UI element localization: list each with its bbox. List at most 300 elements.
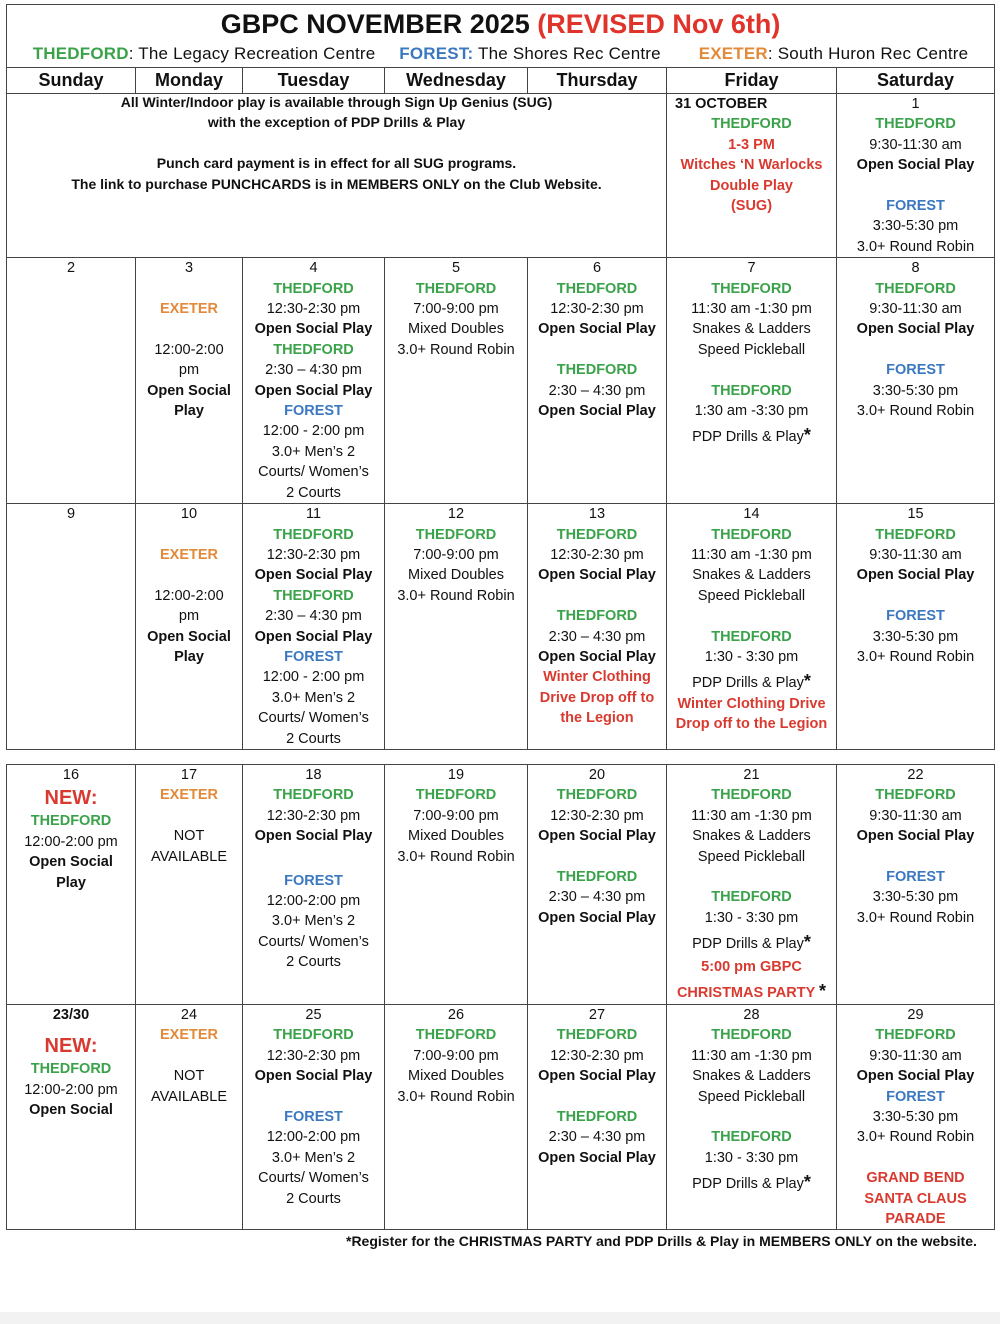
day-cell-8 (837, 258, 995, 504)
date-number: 17 (180, 767, 198, 783)
spacer (837, 586, 994, 606)
day-cell-13 (528, 504, 667, 750)
date-number: 4 (309, 260, 318, 277)
day-cell-1 (837, 94, 995, 258)
event-label: Open Social Play (538, 828, 656, 845)
spacer (837, 340, 994, 360)
location-label: THEDFORD (711, 382, 792, 399)
location-label: THEDFORD (556, 526, 638, 543)
date-number: 7 (747, 260, 756, 277)
time-label: 12:00-2:00 pm (266, 1129, 361, 1146)
title-revised: (REVISED Nov 6th) (537, 9, 781, 39)
spacer (667, 360, 836, 380)
location-label: FOREST (886, 869, 945, 886)
event-label (667, 671, 836, 693)
loc-thedford-desc: : The Legacy Recreation Centre (128, 44, 376, 63)
time-label: 11:30 am -1:30 pm (691, 301, 812, 318)
location-label: THEDFORD (273, 787, 354, 804)
location-label: THEDFORD (415, 787, 497, 804)
event-label: Speed Pickleball (697, 848, 806, 865)
asterisk: * (819, 981, 827, 1002)
calendar-top (6, 4, 995, 750)
calendar-bottom (6, 764, 995, 1230)
event-label: Mixed Doubles (408, 321, 504, 338)
spacer (136, 806, 242, 826)
spacer (837, 1148, 994, 1168)
event-label: Courts/ Women’s (258, 1170, 369, 1187)
event-label: 3.0+ Round Robin (397, 341, 515, 358)
status-label: NOT (173, 828, 205, 845)
spacer (136, 565, 242, 585)
spacer (528, 847, 666, 867)
spacer (136, 525, 242, 545)
location-label: THEDFORD (273, 280, 354, 297)
time-label: 12:30-2:30 pm (550, 301, 644, 318)
asterisk: * (803, 671, 811, 692)
location-label: FOREST (886, 362, 945, 379)
day-header: Sunday (7, 68, 136, 94)
day-cell-21 (667, 765, 837, 1005)
event-label: Winter Clothing Drive (677, 695, 826, 712)
time-label: 11:30 am -1:30 pm (691, 546, 812, 563)
time-label: 12:30-2:30 pm (550, 807, 644, 824)
event-label: Courts/ Women’s (258, 710, 369, 727)
spacer (528, 586, 666, 606)
day-cell-15 (837, 504, 995, 750)
event-label: Mixed Doubles (408, 567, 504, 584)
event-label: (SUG) (730, 198, 773, 215)
day-cell-25 (243, 1005, 385, 1230)
event-label: 3.0+ Round Robin (856, 238, 975, 255)
status-label: NOT (173, 1068, 205, 1085)
location-label: FOREST (886, 198, 945, 215)
location-label: EXETER (159, 787, 218, 804)
location-label: THEDFORD (711, 280, 792, 297)
event-label: Double Play (710, 177, 793, 194)
time-label: 12:00 - 2:00 pm (262, 669, 365, 686)
location-label: THEDFORD (711, 787, 792, 804)
location-label: THEDFORD (875, 1027, 956, 1044)
location-label: THEDFORD (875, 116, 956, 133)
day-cell-14 (667, 504, 837, 750)
event-label: Open Social Play (538, 567, 656, 584)
event-label: Drop off to the Legion (675, 716, 828, 733)
location-label: EXETER (159, 1027, 218, 1044)
day-cell-4 (243, 258, 385, 504)
notice-line: All Winter/Indoor play is available through Sign Up Genius (SUG) (120, 94, 553, 110)
spacer (136, 319, 242, 339)
event-label: 5:00 pm GBPC (701, 958, 802, 975)
event-label: Open Social Play (538, 1149, 656, 1166)
date-number: 1 (911, 96, 920, 112)
time-label: 12:00-2:00 (154, 341, 224, 358)
day-cell-2 (7, 258, 136, 504)
event-label: Courts/ Women’s (258, 933, 369, 950)
status-label: AVAILABLE (150, 1088, 228, 1105)
event-label: Snakes & Ladders (692, 828, 811, 845)
location-label: THEDFORD (30, 813, 112, 830)
event-label: Snakes & Ladders (692, 321, 811, 338)
day-header: Wednesday (385, 68, 528, 94)
location-label: FOREST (284, 648, 343, 665)
time-label: 1:30 - 3:30 pm (704, 1149, 799, 1166)
page-title (7, 5, 994, 43)
day-cell-11 (243, 504, 385, 750)
event-label: Winter Clothing (543, 669, 651, 686)
location-label: THEDFORD (711, 1027, 792, 1044)
location-label: THEDFORD (711, 526, 792, 543)
location-label: THEDFORD (556, 1109, 638, 1126)
location-label: EXETER (159, 546, 218, 563)
day-header: Friday (667, 68, 837, 94)
day-cell-20 (528, 765, 667, 1005)
time-label: pm (178, 608, 200, 625)
event-label: Speed Pickleball (697, 587, 806, 604)
time-label: 9:30-11:30 am (869, 1047, 962, 1064)
date-number: 14 (743, 506, 760, 523)
event-label: Open Social Play (538, 321, 656, 338)
location-label: THEDFORD (415, 280, 497, 297)
date-number: 22 (907, 767, 924, 783)
time-label: 1:30 - 3:30 pm (704, 648, 799, 665)
spacer (837, 847, 994, 867)
day-cell-17 (136, 765, 243, 1005)
event-label: SANTA CLAUS (864, 1190, 967, 1207)
event-label: Speed Pickleball (697, 1088, 806, 1105)
event-label: 3.0+ Men’s 2 (271, 689, 356, 706)
event-label: Drive Drop off to (539, 689, 655, 706)
day-cell-10 (136, 504, 243, 750)
party-label: CHRISTMAS PARTY (676, 985, 815, 1002)
date-number: 18 (305, 767, 322, 783)
location-label: FOREST (284, 1109, 343, 1126)
week-row-1 (7, 94, 995, 258)
event-label: Open Social Play (538, 648, 656, 665)
event-label (667, 932, 836, 954)
time-label: 3:30-5:30 pm (872, 1109, 959, 1126)
time-label: 1:30 - 3:30 pm (704, 909, 799, 926)
spacer (243, 847, 384, 871)
notice-line: The link to purchase PUNCHCARDS is in MEMBERS ONLY on the Club Website. (71, 175, 602, 192)
day-header: Saturday (837, 68, 995, 94)
date-number: 27 (588, 1007, 606, 1023)
day-cell-23-30 (7, 1005, 136, 1230)
loc-exeter-desc: : South Huron Rec Centre (767, 44, 969, 63)
time-label: 7:00-9:00 pm (413, 546, 499, 563)
location-label: THEDFORD (273, 587, 354, 604)
event-label: Open Social Play (254, 321, 373, 338)
location-label: THEDFORD (711, 889, 792, 906)
event-label: 3.0+ Round Robin (397, 587, 515, 604)
time-label: 2:30 – 4:30 pm (548, 628, 646, 645)
time-label: 3:30-5:30 pm (872, 218, 959, 235)
time-label: 12:30-2:30 pm (550, 1047, 644, 1064)
time-label: 3:30-5:30 pm (872, 382, 959, 399)
asterisk: * (803, 932, 811, 953)
event-label: Open Social Play (538, 403, 656, 420)
time-label: pm (178, 362, 200, 379)
event-label: Open Social Play (254, 382, 373, 399)
day-cell-12 (385, 504, 528, 750)
time-label: 2:30 – 4:30 pm (548, 889, 646, 906)
footnote: *Register for the CHRISTMAS PARTY and PDP Drills & Play in MEMBERS ONLY on the website. (346, 1233, 977, 1249)
date-number: 20 (588, 767, 606, 783)
date-number: 3 (184, 260, 194, 277)
location-label: THEDFORD (273, 526, 354, 543)
time-label: 2:30 – 4:30 pm (265, 608, 362, 625)
day-cell-24 (136, 1005, 243, 1230)
time-label: 12:30-2:30 pm (550, 546, 644, 563)
location-label: THEDFORD (273, 341, 354, 358)
date-number: 12 (447, 506, 465, 523)
location-label: THEDFORD (711, 628, 792, 645)
time-label: 12:00-2:00 pm (24, 833, 118, 850)
title-main: GBPC NOVEMBER 2025 (220, 9, 530, 39)
event-label: Open Social (147, 382, 231, 399)
event-label: Open Social (29, 1102, 113, 1119)
bottom-strip (0, 1312, 1000, 1324)
day-header: Thursday (528, 68, 667, 94)
event-label: 3.0+ Round Robin (856, 648, 975, 665)
date-number: 10 (180, 506, 198, 523)
notice-line (7, 135, 666, 155)
event-label: Open Social Play (538, 1068, 656, 1085)
event-label: Open Social Play (254, 567, 373, 584)
time-label: 3:30-5:30 pm (872, 889, 959, 906)
location-label: THEDFORD (556, 1027, 638, 1044)
time-label: 11:30 am -1:30 pm (691, 1047, 812, 1064)
date-number: 29 (907, 1007, 924, 1023)
time-label: 9:30-11:30 am (869, 546, 962, 563)
time-label: 9:30-11:30 am (869, 136, 962, 153)
event-label: Open Social Play (538, 909, 656, 926)
location-label: THEDFORD (875, 787, 956, 804)
day-cell-7 (667, 258, 837, 504)
time-label: 9:30-11:30 am (869, 301, 962, 318)
event-label: Courts/ Women’s (258, 464, 369, 481)
day-cell-9 (7, 504, 136, 750)
location-label: THEDFORD (415, 1027, 497, 1044)
event-label: 3.0+ Round Robin (397, 848, 515, 865)
date-number: 25 (305, 1007, 322, 1023)
spacer (136, 279, 242, 299)
time-label: 12:30-2:30 pm (266, 301, 361, 318)
location-label: FOREST (886, 1088, 945, 1105)
time-label: 9:30-11:30 am (869, 807, 962, 824)
location-label: FOREST (284, 872, 343, 889)
date-number: 24 (180, 1007, 198, 1023)
date-number: 15 (907, 506, 924, 523)
day-cell-29 (837, 1005, 995, 1230)
event-label: Witches ‘N Warlocks (680, 157, 823, 174)
date-number: 11 (305, 506, 322, 523)
location-label: EXETER (159, 301, 218, 318)
day-cell-19 (385, 765, 528, 1005)
location-label: THEDFORD (273, 1027, 354, 1044)
spacer (667, 1107, 836, 1127)
date-number: 31 OCTOBER (675, 96, 768, 112)
pdp-label: PDP Drills & Play (692, 1176, 804, 1193)
day-cell-16 (7, 765, 136, 1005)
day-cell-18 (243, 765, 385, 1005)
spacer (837, 176, 994, 196)
pdp-label: PDP Drills & Play (692, 429, 804, 446)
date-number: 2 (66, 260, 76, 277)
time-label: 7:00-9:00 pm (413, 807, 499, 824)
day-header-row (7, 68, 995, 94)
location-label: THEDFORD (415, 526, 497, 543)
date-number: 6 (592, 260, 602, 277)
event-label: Open Social Play (856, 828, 975, 845)
week-row-2 (7, 258, 995, 504)
event-label: Snakes & Ladders (692, 1068, 811, 1085)
location-label: THEDFORD (711, 1129, 792, 1146)
event-label: Mixed Doubles (408, 828, 504, 845)
event-label: Open Social Play (856, 157, 975, 174)
event-label (667, 425, 836, 447)
day-header: Tuesday (243, 68, 385, 94)
event-label: 2 Courts (286, 730, 341, 747)
new-label: NEW: (44, 787, 98, 810)
date-number: 21 (743, 767, 760, 783)
notice-line: Punch card payment is in effect for all SUG programs. (156, 155, 517, 172)
asterisk: * (803, 1172, 811, 1193)
day-cell-5 (385, 258, 528, 504)
pdp-label: PDP Drills & Play (692, 675, 804, 692)
time-label: 12:30-2:30 pm (266, 1047, 361, 1064)
event-label (667, 1172, 836, 1194)
time-label: 7:00-9:00 pm (413, 301, 499, 318)
day-header: Monday (136, 68, 243, 94)
spacer (136, 1046, 242, 1066)
event-label: 3.0+ Round Robin (856, 403, 975, 420)
week-row-5 (7, 1005, 995, 1230)
location-label: THEDFORD (556, 280, 638, 297)
date-number: 5 (451, 260, 461, 277)
location-label: THEDFORD (875, 526, 956, 543)
new-label: NEW: (44, 1035, 98, 1058)
day-cell-22 (837, 765, 995, 1005)
date-number: 8 (911, 260, 920, 277)
event-label: Open Social Play (254, 628, 373, 645)
time-label: 2:30 – 4:30 pm (265, 362, 362, 379)
day-cell-3 (136, 258, 243, 504)
loc-forest-name: FOREST: (399, 44, 474, 63)
location-label: FOREST (886, 608, 945, 625)
location-label: FOREST (284, 403, 343, 420)
event-label: 2 Courts (286, 484, 341, 501)
location-label: THEDFORD (556, 608, 638, 625)
event-label: 3.0+ Round Robin (856, 1129, 975, 1146)
status-label: AVAILABLE (150, 848, 228, 865)
date-number: 26 (447, 1007, 465, 1023)
date-number: 16 (62, 767, 80, 783)
day-cell-oct31 (667, 94, 837, 258)
time-label: 12:00 - 2:00 pm (262, 423, 365, 440)
pdp-label: PDP Drills & Play (692, 936, 804, 953)
time-label: 12:00-2:00 (154, 587, 224, 604)
date-number: 9 (66, 506, 76, 523)
event-label: Open Social Play (254, 1068, 373, 1085)
notice-line: with the exception of PDP Drills & Play (207, 114, 466, 131)
title-block (7, 5, 995, 68)
time-label: 12:00-2:00 pm (24, 1081, 118, 1098)
event-label: Open Social (147, 628, 231, 645)
week-row-4 (7, 765, 995, 1005)
event-label: Open Social Play (856, 321, 975, 338)
locations-legend (7, 43, 994, 65)
event-label: Play (174, 648, 204, 665)
day-cell-28 (667, 1005, 837, 1230)
location-label: THEDFORD (556, 869, 638, 886)
spacer (243, 1087, 384, 1107)
event-label: 3.0+ Round Robin (856, 909, 975, 926)
date-number: 19 (447, 767, 465, 783)
event-label: Mixed Doubles (408, 1068, 504, 1085)
event-label: Speed Pickleball (697, 341, 806, 358)
time-label: 1-3 PM (728, 136, 775, 153)
event-label: Open Social Play (856, 567, 975, 584)
event-label: 3.0+ Men’s 2 (271, 913, 356, 930)
time-label: 12:30-2:30 pm (266, 807, 361, 824)
loc-exeter-name: EXETER (698, 44, 768, 63)
loc-forest-desc: The Shores Rec Centre (473, 44, 661, 63)
location-label: THEDFORD (711, 116, 792, 133)
time-label: 11:30 am -1:30 pm (691, 807, 812, 824)
spacer (528, 1087, 666, 1107)
event-label: 2 Courts (286, 954, 341, 971)
event-label: 2 Courts (286, 1190, 341, 1207)
event-label: GRAND BEND (866, 1170, 965, 1187)
time-label: 2:30 – 4:30 pm (548, 1129, 646, 1146)
spacer (667, 867, 836, 887)
time-label: 2:30 – 4:30 pm (548, 382, 646, 399)
event-label: Open Social (29, 854, 113, 871)
event-label: 3.0+ Round Robin (397, 1088, 515, 1105)
event-label: Open Social Play (856, 1068, 975, 1085)
spacer (528, 340, 666, 360)
event-label: 3.0+ Men’s 2 (271, 1149, 356, 1166)
time-label: 12:00-2:00 pm (266, 893, 361, 910)
event-label: the Legion (560, 710, 634, 727)
time-label: 12:30-2:30 pm (266, 546, 361, 563)
day-cell-6 (528, 258, 667, 504)
time-label: 3:30-5:30 pm (872, 628, 959, 645)
time-label: 7:00-9:00 pm (413, 1047, 499, 1064)
loc-thedford-name: THEDFORD (32, 44, 129, 63)
event-label: Play (174, 403, 204, 420)
spacer (667, 606, 836, 626)
event-label: Open Social Play (254, 828, 373, 845)
location-label: THEDFORD (875, 280, 956, 297)
week-row-3 (7, 504, 995, 750)
location-label: THEDFORD (556, 362, 638, 379)
event-label: PARADE (885, 1211, 946, 1228)
date-number: 13 (588, 506, 606, 523)
location-label: THEDFORD (30, 1061, 112, 1078)
date-number: 23/30 (52, 1007, 90, 1023)
notice-box (7, 94, 667, 258)
location-label: THEDFORD (556, 787, 638, 804)
asterisk: * (803, 425, 811, 446)
time-label: 1:30 am -3:30 pm (694, 403, 809, 420)
day-cell-26 (385, 1005, 528, 1230)
event-label: Play (56, 874, 86, 891)
event-label (667, 981, 836, 1003)
day-cell-27 (528, 1005, 667, 1230)
date-number: 28 (743, 1007, 760, 1023)
event-label: Snakes & Ladders (692, 567, 811, 584)
